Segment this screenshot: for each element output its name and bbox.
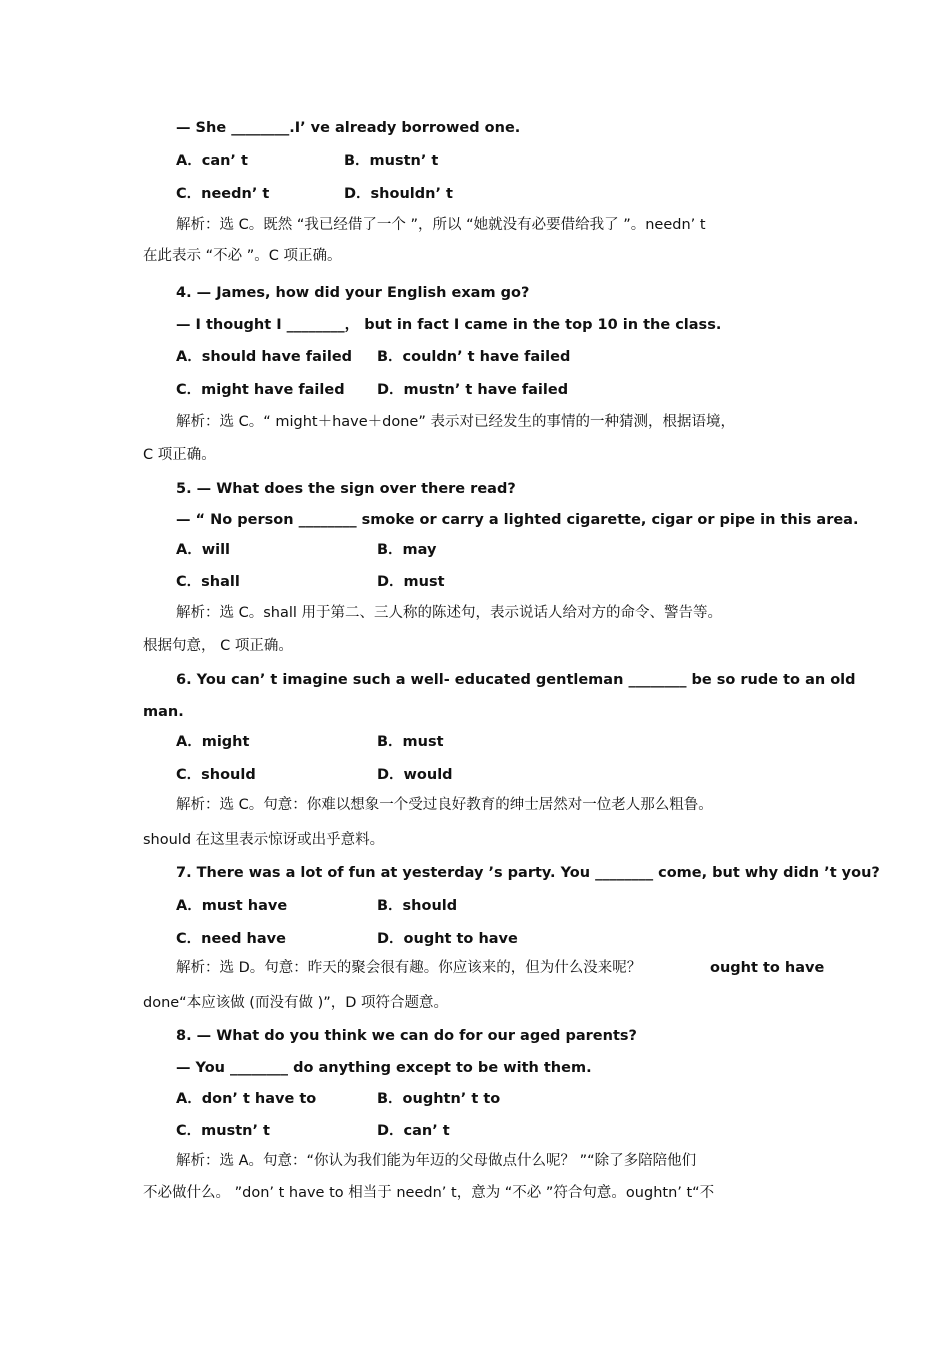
q8-option-a: A．don’ t have to bbox=[176, 1091, 317, 1107]
q3-option-d: D．shouldn’ t bbox=[344, 186, 453, 202]
q6-question: 6. You can’ t imagine such a well- educated gentleman ________ be so rude to an old bbox=[176, 672, 856, 688]
q6-question-cont: man. bbox=[143, 704, 184, 720]
q5-explanation-2: 根据句意， C 项正确。 bbox=[143, 638, 293, 654]
q5-option-b: B．may bbox=[377, 542, 437, 558]
q5-option-c: C．shall bbox=[176, 574, 240, 590]
q8-option-c: C．mustn’ t bbox=[176, 1123, 270, 1139]
q5-option-d: D．must bbox=[377, 574, 445, 590]
q8-explanation-1: 解析：选 A。句意：“你认为我们能为年迈的父母做点什么呢？ ”“除了多陪陪他们 bbox=[176, 1153, 697, 1169]
q4-answer-line: — I thought I ________， but in fact I came in the top 10 in the class. bbox=[176, 317, 722, 333]
q7-option-a: A．must have bbox=[176, 898, 288, 914]
q8-question: 8. — What do you think we can do for our aged parents? bbox=[176, 1028, 637, 1044]
q8-explanation-2: 不必做什么。 ”don’ t have to 相当于 needn’ t，意为 “不必 ”符合句意。oughtn’ t“不 bbox=[143, 1185, 715, 1201]
q4-option-c: C．might have failed bbox=[176, 382, 345, 398]
q4-option-a: A．should have failed bbox=[176, 349, 353, 365]
q3-explanation-1: 解析：选 C。既然 “我已经借了一个 ”，所以 “她就没有必要借给我了 ”。needn’ t bbox=[176, 217, 706, 233]
q5-question: 5. — What does the sign over there read? bbox=[176, 481, 516, 497]
q7-explanation-term: ought to have bbox=[710, 960, 825, 976]
q5-answer-line: — “ No person ________ smoke or carry a lighted cigarette, cigar or pipe in this area. bbox=[176, 512, 859, 528]
q5-option-a: A．will bbox=[176, 542, 231, 558]
q7-question: 7. There was a lot of fun at yesterday ’s party. You ________ come, but why didn ’t you? bbox=[176, 865, 880, 881]
q6-explanation-2: should 在这里表示惊讶或出乎意料。 bbox=[143, 832, 385, 848]
q7-option-c: C．need have bbox=[176, 931, 286, 947]
q8-option-d: D．can’ t bbox=[377, 1123, 450, 1139]
q6-option-d: D．would bbox=[377, 767, 453, 783]
q4-question: 4. — James, how did your English exam go? bbox=[176, 285, 530, 301]
q4-option-d: D．mustn’ t have failed bbox=[377, 382, 569, 398]
q4-explanation-1: 解析：选 C。“ might＋have＋done” 表示对已经发生的事情的一种猜测，根据语境， bbox=[176, 414, 735, 430]
q6-explanation-1: 解析：选 C。句意：你难以想象一个受过良好教育的绅士居然对一位老人那么粗鲁。 bbox=[176, 797, 713, 813]
q4-option-b: B．couldn’ t have failed bbox=[377, 349, 571, 365]
q8-answer-line: — You ________ do anything except to be with them. bbox=[176, 1060, 592, 1076]
q3-option-c: C．needn’ t bbox=[176, 186, 270, 202]
q3-option-b: B．mustn’ t bbox=[344, 153, 439, 169]
q4-explanation-2: C 项正确。 bbox=[143, 447, 216, 463]
q3-option-a: A．can’ t bbox=[176, 153, 248, 169]
q3-explanation-2: 在此表示 “不必 ”。C 项正确。 bbox=[143, 248, 342, 264]
q7-option-b: B．should bbox=[377, 898, 458, 914]
q7-explanation-1: 解析：选 D。句意：昨天的聚会很有趣。你应该来的，但为什么没来呢？ bbox=[176, 960, 642, 976]
q7-option-d: D．ought to have bbox=[377, 931, 518, 947]
q8-option-b: B．oughtn’ t to bbox=[377, 1091, 501, 1107]
q3-answer-line: — She ________.I’ ve already borrowed one. bbox=[176, 120, 521, 136]
q6-option-a: A．might bbox=[176, 734, 250, 750]
q7-explanation-2: done“本应该做 (而没有做 )”，D 项符合题意。 bbox=[143, 995, 449, 1011]
q6-option-b: B．must bbox=[377, 734, 444, 750]
q6-option-c: C．should bbox=[176, 767, 256, 783]
q5-explanation-1: 解析：选 C。shall 用于第二、三人称的陈述句，表示说话人给对方的命令、警告等。 bbox=[176, 605, 723, 621]
